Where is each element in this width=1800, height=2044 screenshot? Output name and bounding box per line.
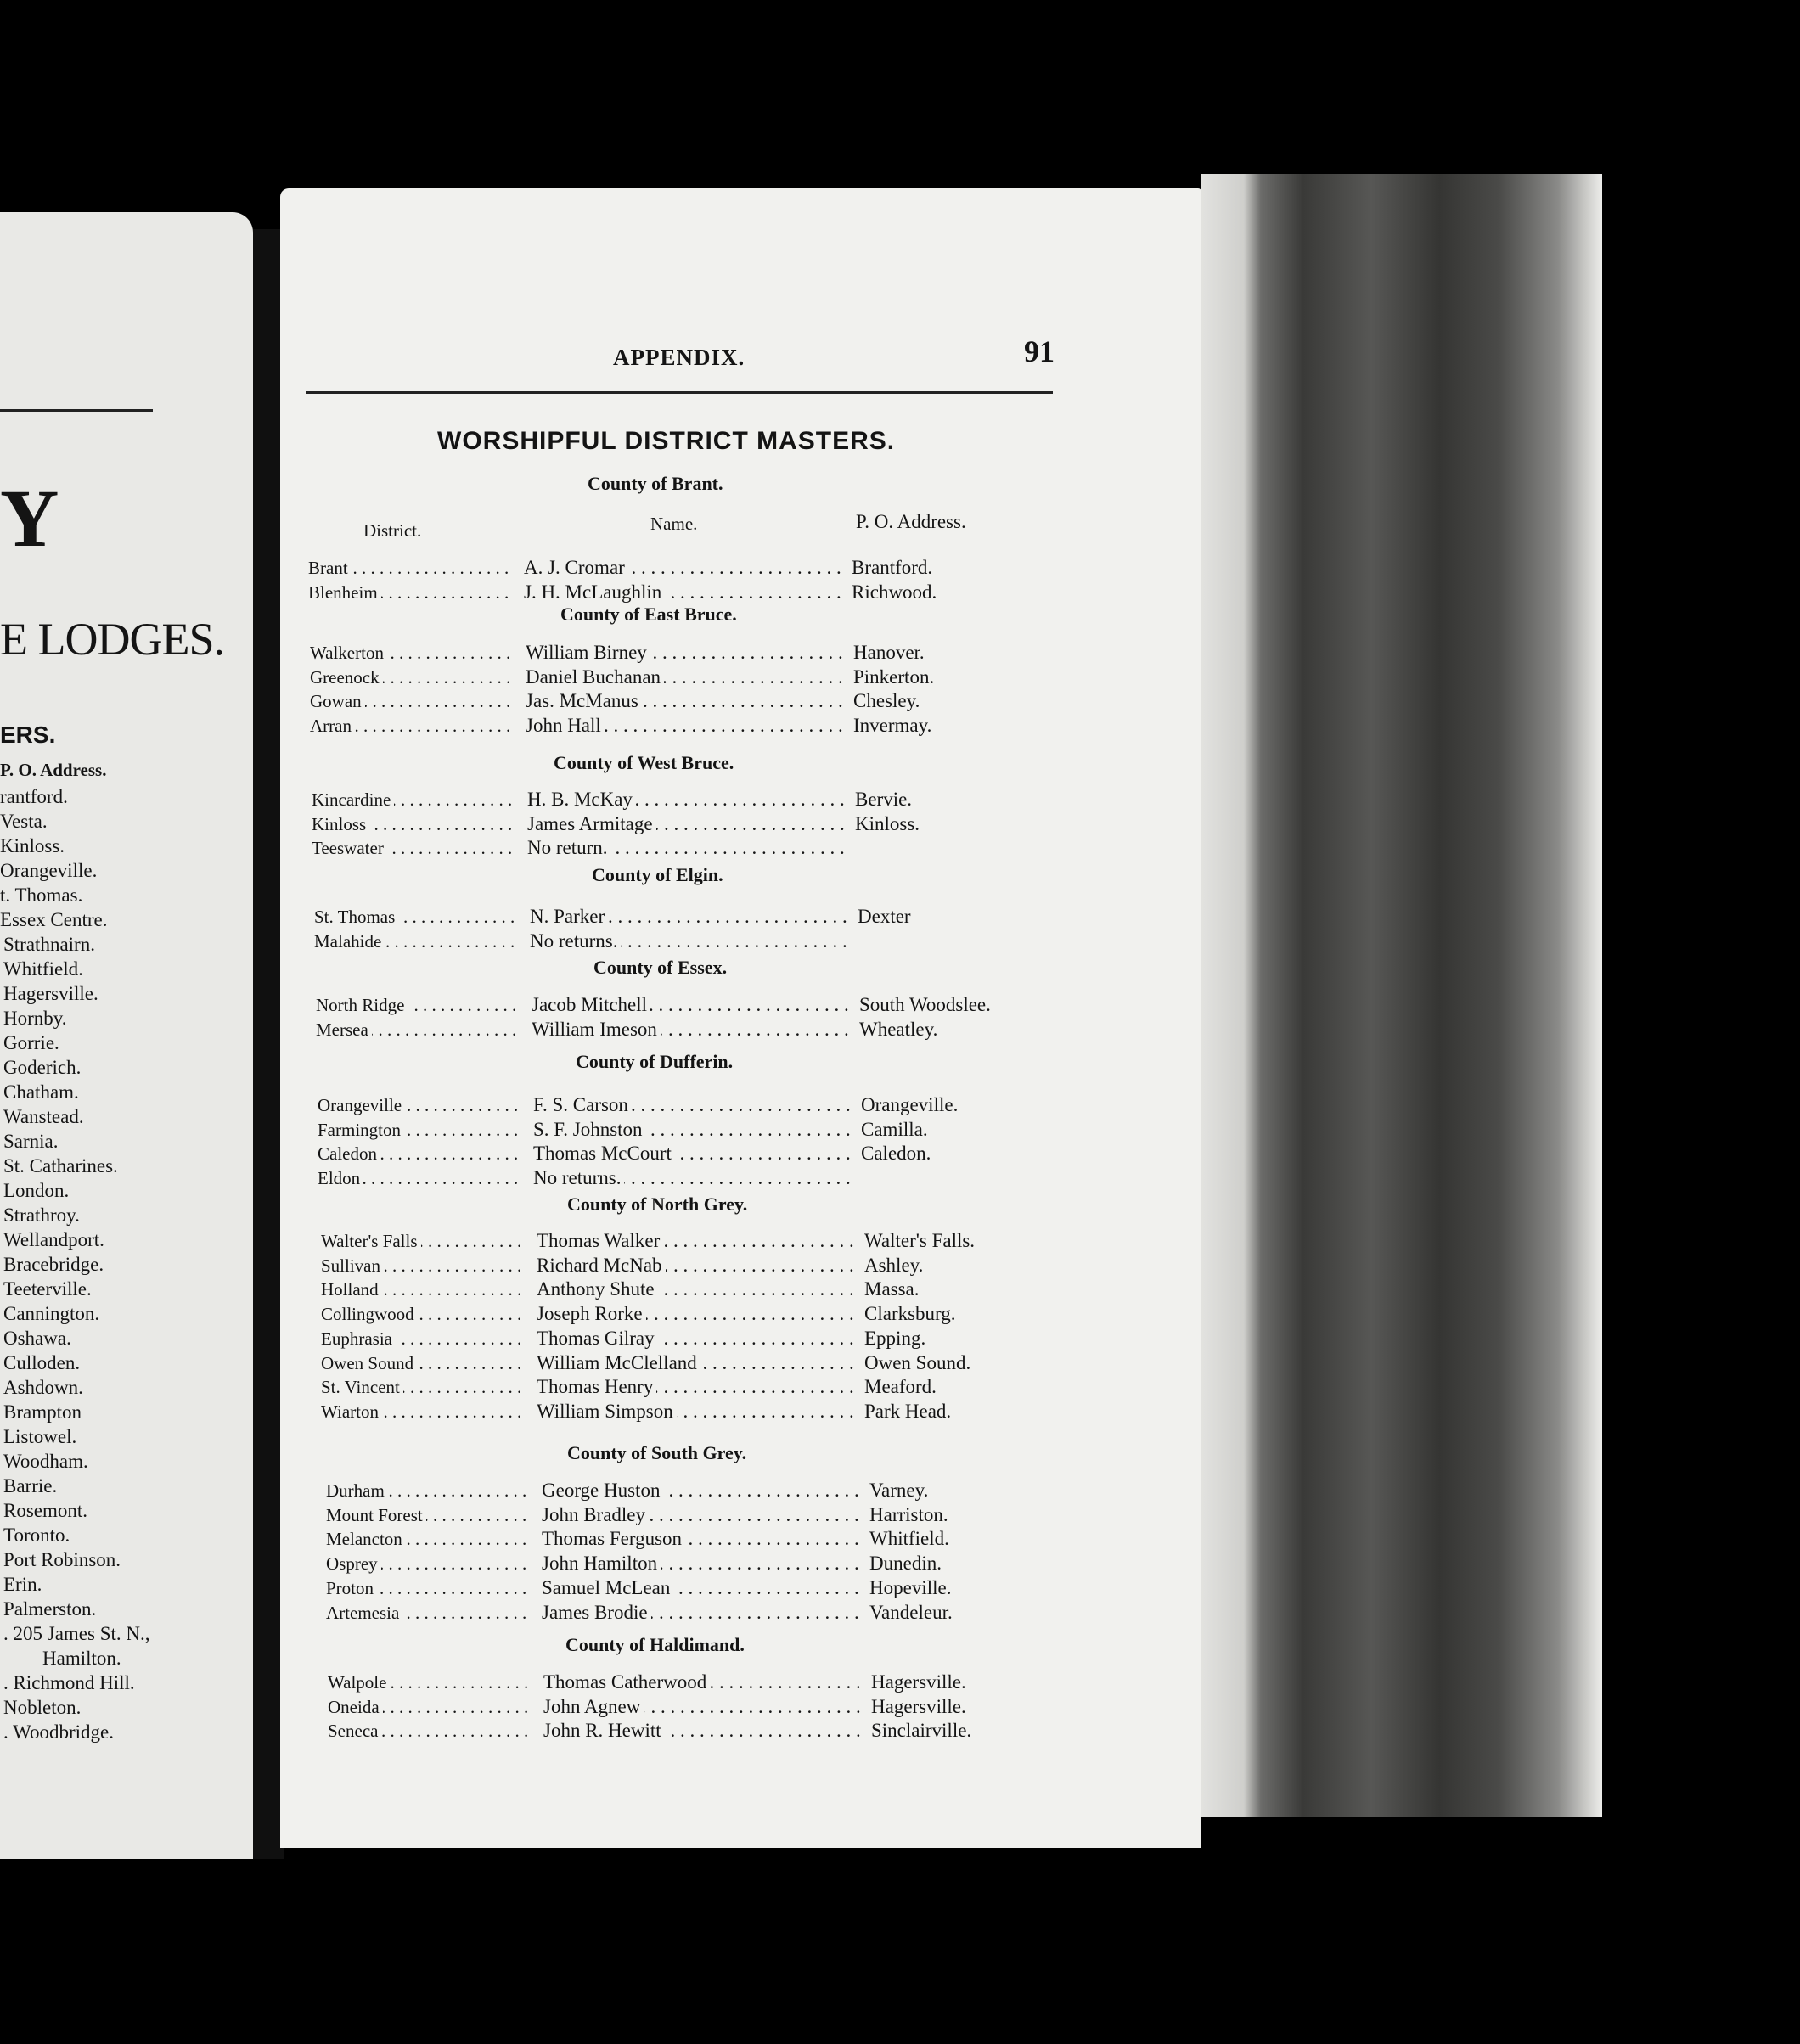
entry-district [321, 1400, 525, 1424]
entry-address-text: Varney. [869, 1480, 929, 1501]
entry-district [316, 993, 520, 1017]
book-page-edges [1201, 174, 1602, 1817]
entry-district-text: Holland [321, 1279, 382, 1300]
entry-name [526, 689, 848, 713]
entry-district [318, 1118, 521, 1142]
entry-name [527, 836, 850, 860]
entry-district [310, 665, 514, 689]
entry-name-text: Jacob Mitchell [532, 994, 650, 1015]
entry-address [861, 1142, 931, 1165]
entry-address-text: Clarksburg. [864, 1303, 956, 1325]
entry-name-text: Richard McNab [537, 1255, 666, 1276]
entry-district [321, 1375, 525, 1399]
entry-address [869, 1479, 928, 1502]
entry-address [861, 1118, 928, 1142]
entry-district-text: Teeswater [312, 838, 387, 858]
entry-name-text: George Huston [542, 1480, 663, 1501]
entry-address [852, 556, 932, 580]
master-entry-row [312, 812, 1076, 836]
left-page-address: Rosemont. [3, 1500, 88, 1521]
entry-name-text: Joseph Rorke [537, 1303, 646, 1324]
left-page-address: Orangeville. [0, 860, 98, 881]
document-title: WORSHIPFUL DISTRICT MASTERS. [437, 427, 896, 455]
entry-district-text: North Ridge [316, 995, 408, 1015]
left-page-address: Gorrie. [3, 1032, 59, 1053]
entry-district [326, 1503, 530, 1527]
entry-district-text: Walkerton [310, 643, 387, 663]
entry-district [321, 1229, 525, 1253]
left-page-address: Bracebridge. [3, 1254, 104, 1275]
entry-district [314, 929, 518, 953]
entry-district-text: Malahide [314, 931, 385, 952]
master-entry-row [308, 581, 1072, 604]
entry-district-text: Sullivan [321, 1255, 384, 1276]
entry-district-text: Mersea [316, 1019, 372, 1040]
left-page-address: . Woodbridge. [3, 1721, 114, 1743]
entry-district [310, 689, 514, 713]
entry-district [326, 1479, 530, 1502]
master-entry-row [310, 714, 1074, 738]
left-page-address: Hagersville. [3, 983, 98, 1004]
left-page [0, 212, 253, 1859]
master-entry-row [310, 641, 1074, 665]
entry-name [533, 1142, 856, 1165]
entry-district-text: Orangeville [318, 1095, 405, 1115]
entry-name-text: James Brodie [542, 1602, 651, 1623]
entry-address-text: Hagersville. [871, 1695, 966, 1717]
entry-district-text: Kinloss [312, 814, 369, 834]
entry-district-text: Arran [310, 716, 355, 736]
entry-district-text: Durham [326, 1480, 388, 1501]
master-entry-row [326, 1552, 1090, 1575]
entry-address-text: Wheatley. [859, 1018, 938, 1040]
entry-name-text: Daniel Buchanan [526, 666, 664, 688]
county-heading: County of East Bruce. [560, 604, 737, 625]
entry-address [869, 1527, 949, 1551]
entry-name-text: Thomas Henry [537, 1376, 656, 1397]
entry-district-text: Artemesia [326, 1603, 402, 1623]
entry-address-text: Richwood. [852, 581, 937, 603]
entry-district [321, 1302, 525, 1326]
entry-name [542, 1503, 864, 1527]
county-heading: County of Haldimand. [565, 1634, 745, 1655]
left-page-address: Culloden. [3, 1352, 81, 1373]
entry-district-text: Walter's Falls [321, 1231, 421, 1251]
entry-district [326, 1552, 530, 1575]
entry-district-text: St. Vincent [321, 1377, 403, 1397]
entry-name-text: Samuel McLean [542, 1577, 673, 1598]
master-entry-row [328, 1719, 1092, 1743]
entry-name-text: Thomas Gilray [537, 1328, 658, 1349]
left-page-address: rantford. [0, 786, 68, 807]
entry-district [326, 1601, 530, 1625]
entry-name [530, 905, 852, 929]
left-page-address: Strathnairn. [3, 934, 95, 955]
left-page-address: Kinloss. [0, 835, 65, 856]
master-entry-row [312, 836, 1076, 860]
entry-name [537, 1400, 859, 1424]
entry-district-text: Euphrasia [321, 1328, 396, 1349]
left-page-address: Port Robinson. [3, 1549, 121, 1570]
entry-address-text: Hagersville. [871, 1671, 966, 1693]
entry-name [542, 1576, 864, 1600]
left-page-address: Essex Centre. [0, 909, 108, 930]
entry-district-text: Oneida [328, 1697, 383, 1717]
entry-district-text: Eldon [318, 1168, 363, 1188]
county-heading: County of Elgin. [592, 864, 723, 885]
entry-district-text: Caledon [318, 1143, 380, 1164]
entry-name [537, 1254, 859, 1278]
master-entry-row [321, 1375, 1085, 1399]
entry-district-text: Osprey [326, 1553, 381, 1574]
left-page-column-head: P. O. Address. [0, 760, 107, 780]
master-entry-row [314, 929, 1078, 953]
master-entry-row [321, 1278, 1085, 1301]
entry-name-text: F. S. Carson [533, 1094, 632, 1115]
left-page-address: Hornby. [3, 1008, 67, 1029]
entry-address-text: Sinclairville. [871, 1720, 972, 1742]
header-rule [306, 391, 1053, 394]
entry-district [318, 1093, 521, 1117]
entry-address [853, 689, 920, 713]
left-page-address: Wellandport. [3, 1229, 104, 1250]
entry-address-text: Pinkerton. [853, 665, 935, 688]
entry-address-text: Whitfield. [869, 1528, 949, 1550]
master-entry-row [328, 1671, 1092, 1694]
entry-address-text: Vandeleur. [869, 1601, 953, 1623]
left-page-address: . 205 James St. N., [3, 1623, 150, 1644]
entry-name [526, 665, 848, 689]
running-header: APPENDIX. [613, 345, 745, 370]
entry-address-text: Walter's Falls. [864, 1230, 976, 1251]
entry-name-text: H. B. McKay [527, 789, 636, 810]
left-page-address: Chatham. [3, 1081, 79, 1103]
county-heading: County of Brant. [588, 473, 723, 494]
left-page-address: Brampton [3, 1401, 82, 1423]
entry-address-text: Hopeville. [869, 1576, 952, 1598]
master-entry-row [321, 1254, 1085, 1278]
entry-address [859, 1018, 937, 1042]
entry-name [533, 1118, 856, 1142]
entry-address-text: Epping. [864, 1327, 926, 1349]
master-entry-row [321, 1327, 1085, 1350]
entry-address-text: Hanover. [853, 642, 925, 663]
entry-address [864, 1302, 956, 1326]
entry-district [328, 1719, 532, 1743]
entry-district [308, 581, 512, 604]
entry-address [871, 1671, 966, 1694]
entry-district-text: Gowan [310, 691, 365, 711]
left-page-address: Woodham. [3, 1451, 88, 1472]
column-head-address: P. O. Address. [856, 511, 966, 532]
left-page-subheading: ERS. [0, 722, 56, 748]
entry-address [869, 1601, 953, 1625]
entry-name-text: No return. [527, 837, 611, 858]
entry-district-text: Brant [308, 558, 352, 578]
entry-name [527, 788, 850, 811]
master-entry-row [318, 1142, 1082, 1165]
entry-name [526, 641, 848, 665]
entry-name-text: William Birney [526, 642, 650, 663]
entry-address-text: Brantford. [852, 557, 933, 578]
entry-name [532, 993, 854, 1017]
master-entry-row [314, 905, 1078, 929]
entry-address-text: Kinloss. [855, 812, 920, 834]
entry-district [312, 836, 515, 860]
master-entry-row [318, 1166, 1082, 1190]
entry-address [871, 1719, 971, 1743]
entry-name-text: A. J. Cromar [524, 557, 628, 578]
entry-district-text: Melancton [326, 1529, 406, 1549]
entry-address [855, 812, 920, 836]
left-page-address: Wanstead. [3, 1106, 84, 1127]
entry-district-text: Wiarton [321, 1401, 382, 1422]
entry-address [869, 1552, 942, 1575]
entry-name [526, 714, 848, 738]
master-entry-row [308, 556, 1072, 580]
entry-address-text: Park Head. [864, 1400, 952, 1422]
entry-name-text: J. H. McLaughlin [524, 581, 665, 603]
entry-name-text: Anthony Shute [537, 1278, 658, 1300]
master-entry-row [310, 689, 1074, 713]
entry-district-text: Walpole [328, 1672, 390, 1693]
entry-name-text: No returns. [533, 1167, 624, 1188]
page-number: 91 [1024, 334, 1055, 368]
entry-district [316, 1018, 520, 1042]
left-page-address: Cannington. [3, 1303, 100, 1324]
county-heading: County of South Grey. [567, 1442, 747, 1463]
left-page-address: Nobleton. [3, 1697, 82, 1718]
master-entry-row [318, 1093, 1082, 1117]
entry-address-text: Bervie. [855, 789, 913, 810]
master-entry-row [328, 1695, 1092, 1719]
entry-address-text: Orangeville. [861, 1094, 959, 1115]
entry-name [542, 1527, 864, 1551]
entry-name [542, 1601, 864, 1625]
left-page-address: Listowel. [3, 1426, 77, 1447]
master-entry-row [321, 1400, 1085, 1424]
entry-district [318, 1142, 521, 1165]
left-page-address: Ashdown. [3, 1377, 83, 1398]
left-page-address: t. Thomas. [0, 884, 83, 906]
entry-district [321, 1278, 525, 1301]
master-entry-row [326, 1527, 1090, 1551]
book-gutter [253, 229, 284, 1859]
entry-name-text: Jas. McManus [526, 690, 642, 711]
entry-address [864, 1327, 925, 1350]
entry-address [864, 1400, 951, 1424]
master-entry-row [321, 1351, 1085, 1375]
left-page-rule [0, 409, 153, 412]
entry-address [861, 1093, 958, 1117]
entry-address-text: Camilla. [861, 1118, 928, 1140]
entry-address-text: Chesley. [853, 690, 920, 712]
left-page-address: Vesta. [0, 811, 48, 832]
entry-district-text: Greenock [310, 667, 383, 688]
county-heading: County of North Grey. [567, 1193, 748, 1215]
entry-name [537, 1351, 859, 1375]
entry-address [864, 1254, 923, 1278]
master-entry-row [326, 1601, 1090, 1625]
entry-district-text: Mount Forest [326, 1505, 426, 1525]
entry-district [321, 1351, 525, 1375]
left-page-address: St. Catharines. [3, 1155, 118, 1176]
entry-name [543, 1695, 866, 1719]
entry-district-text: Kincardine [312, 789, 394, 810]
master-entry-row [326, 1479, 1090, 1502]
entry-district-text: Farmington [318, 1120, 404, 1140]
county-heading: County of West Bruce. [554, 752, 734, 773]
master-entry-row [318, 1118, 1082, 1142]
entry-name-text: John Bradley [542, 1504, 649, 1525]
entry-district [308, 556, 512, 580]
entry-district [314, 905, 518, 929]
county-heading: County of Dufferin. [576, 1051, 734, 1072]
entry-address [869, 1576, 951, 1600]
entry-district [312, 788, 515, 811]
left-page-letter: Y [0, 473, 59, 564]
entry-district [321, 1254, 525, 1278]
entry-address [864, 1351, 970, 1375]
entry-address [864, 1278, 920, 1301]
entry-address [855, 788, 912, 811]
left-page-heading: E LODGES. [0, 614, 224, 665]
entry-address-text: Invermay. [853, 715, 932, 737]
left-page-address-list [0, 784, 150, 1744]
entry-name [524, 581, 847, 604]
entry-name-text: William Simpson [537, 1401, 677, 1422]
entry-district [321, 1327, 525, 1350]
entry-name [530, 929, 852, 953]
entry-address [852, 581, 937, 604]
entry-name-text: James Armitage [527, 813, 656, 834]
entry-address [859, 993, 991, 1017]
entry-name-text: William Imeson [532, 1019, 661, 1040]
left-page-address: . Richmond Hill. [3, 1672, 135, 1693]
entry-address [864, 1229, 975, 1253]
entry-name-text: Thomas McCourt [533, 1143, 675, 1164]
entry-name [537, 1375, 859, 1399]
entry-name-text: N. Parker [530, 906, 608, 927]
entry-address [853, 641, 925, 665]
master-entry-row [321, 1302, 1085, 1326]
left-page-address: Oshawa. [3, 1328, 71, 1349]
entry-name-text: Thomas Catherwood [543, 1671, 710, 1693]
master-entry-row [326, 1576, 1090, 1600]
entry-name-text: No returns. [530, 930, 621, 952]
entry-name-text: John Hamilton [542, 1553, 661, 1574]
entry-address-text: Owen Sound. [864, 1351, 971, 1373]
entry-district-text: Owen Sound [321, 1353, 417, 1373]
entry-address-text: Massa. [864, 1278, 920, 1300]
entry-name [533, 1093, 856, 1117]
entry-name [537, 1278, 859, 1301]
entry-district [312, 812, 515, 836]
left-page-address: Strathroy. [3, 1204, 80, 1226]
left-page-address: Erin. [3, 1574, 42, 1595]
entry-address [869, 1503, 948, 1527]
left-page-address: Barrie. [3, 1475, 58, 1496]
entry-name [533, 1166, 856, 1190]
entry-district [326, 1576, 530, 1600]
master-entry-row [312, 788, 1076, 811]
entry-name-text: S. F. Johnston [533, 1119, 646, 1140]
left-page-address: Sarnia. [3, 1131, 59, 1152]
entry-address [853, 665, 934, 689]
county-heading: County of Essex. [593, 957, 728, 978]
entry-district-text: Collingwood [321, 1304, 418, 1324]
entry-district [310, 714, 514, 738]
entry-name [524, 556, 847, 580]
entry-district-text: Proton [326, 1578, 377, 1598]
entry-address-text: Dexter [858, 906, 911, 927]
column-head-district: District. [363, 520, 422, 541]
entry-name-text: John Hall [526, 715, 605, 736]
entry-name [537, 1229, 859, 1253]
left-page-address: Goderich. [3, 1057, 82, 1078]
entry-name [542, 1479, 864, 1502]
master-entry-row [326, 1503, 1090, 1527]
entry-address-text: South Woodslee. [859, 994, 991, 1015]
entry-name-text: Thomas Ferguson [542, 1528, 685, 1549]
entry-district [318, 1166, 521, 1190]
entry-district [310, 641, 514, 665]
entry-address-text: Dunedin. [869, 1553, 942, 1575]
entry-name-text: John R. Hewitt [543, 1720, 665, 1741]
entry-name-text: William McClelland [537, 1352, 700, 1373]
column-head-name: Name. [650, 514, 698, 534]
entry-address [853, 714, 931, 738]
entry-name-text: John Agnew [543, 1696, 644, 1717]
entry-name [537, 1302, 859, 1326]
master-entry-row [310, 665, 1074, 689]
entry-address-text: Harriston. [869, 1503, 948, 1525]
entry-address-text: Meaford. [864, 1376, 937, 1398]
entry-name [543, 1671, 866, 1694]
entry-name [527, 812, 850, 836]
entry-address [871, 1695, 966, 1719]
entry-name [542, 1552, 864, 1575]
entry-name [543, 1719, 866, 1743]
entry-address [864, 1375, 937, 1399]
entry-district [328, 1695, 532, 1719]
entry-district-text: Seneca [328, 1721, 381, 1741]
left-page-address: Teeterville. [3, 1278, 92, 1300]
entry-address-text: Caledon. [861, 1143, 931, 1165]
left-page-address: Toronto. [3, 1525, 70, 1546]
entry-district [326, 1527, 530, 1551]
left-page-address: Palmerston. [3, 1598, 97, 1620]
entry-name [537, 1327, 859, 1350]
entry-district [328, 1671, 532, 1694]
master-entry-row [316, 993, 1080, 1017]
master-entry-row [321, 1229, 1085, 1253]
entry-name-text: Thomas Walker [537, 1230, 663, 1251]
entry-district-text: Blenheim [308, 582, 381, 603]
left-page-address: Hamilton. [42, 1648, 121, 1669]
left-page-address: Whitfield. [3, 958, 83, 980]
entry-name [532, 1018, 854, 1042]
entry-address-text: Ashley. [864, 1254, 924, 1276]
entry-address [858, 905, 911, 929]
master-entry-row [316, 1018, 1080, 1042]
left-page-address: London. [3, 1180, 70, 1201]
entry-district-text: St. Thomas [314, 907, 398, 927]
